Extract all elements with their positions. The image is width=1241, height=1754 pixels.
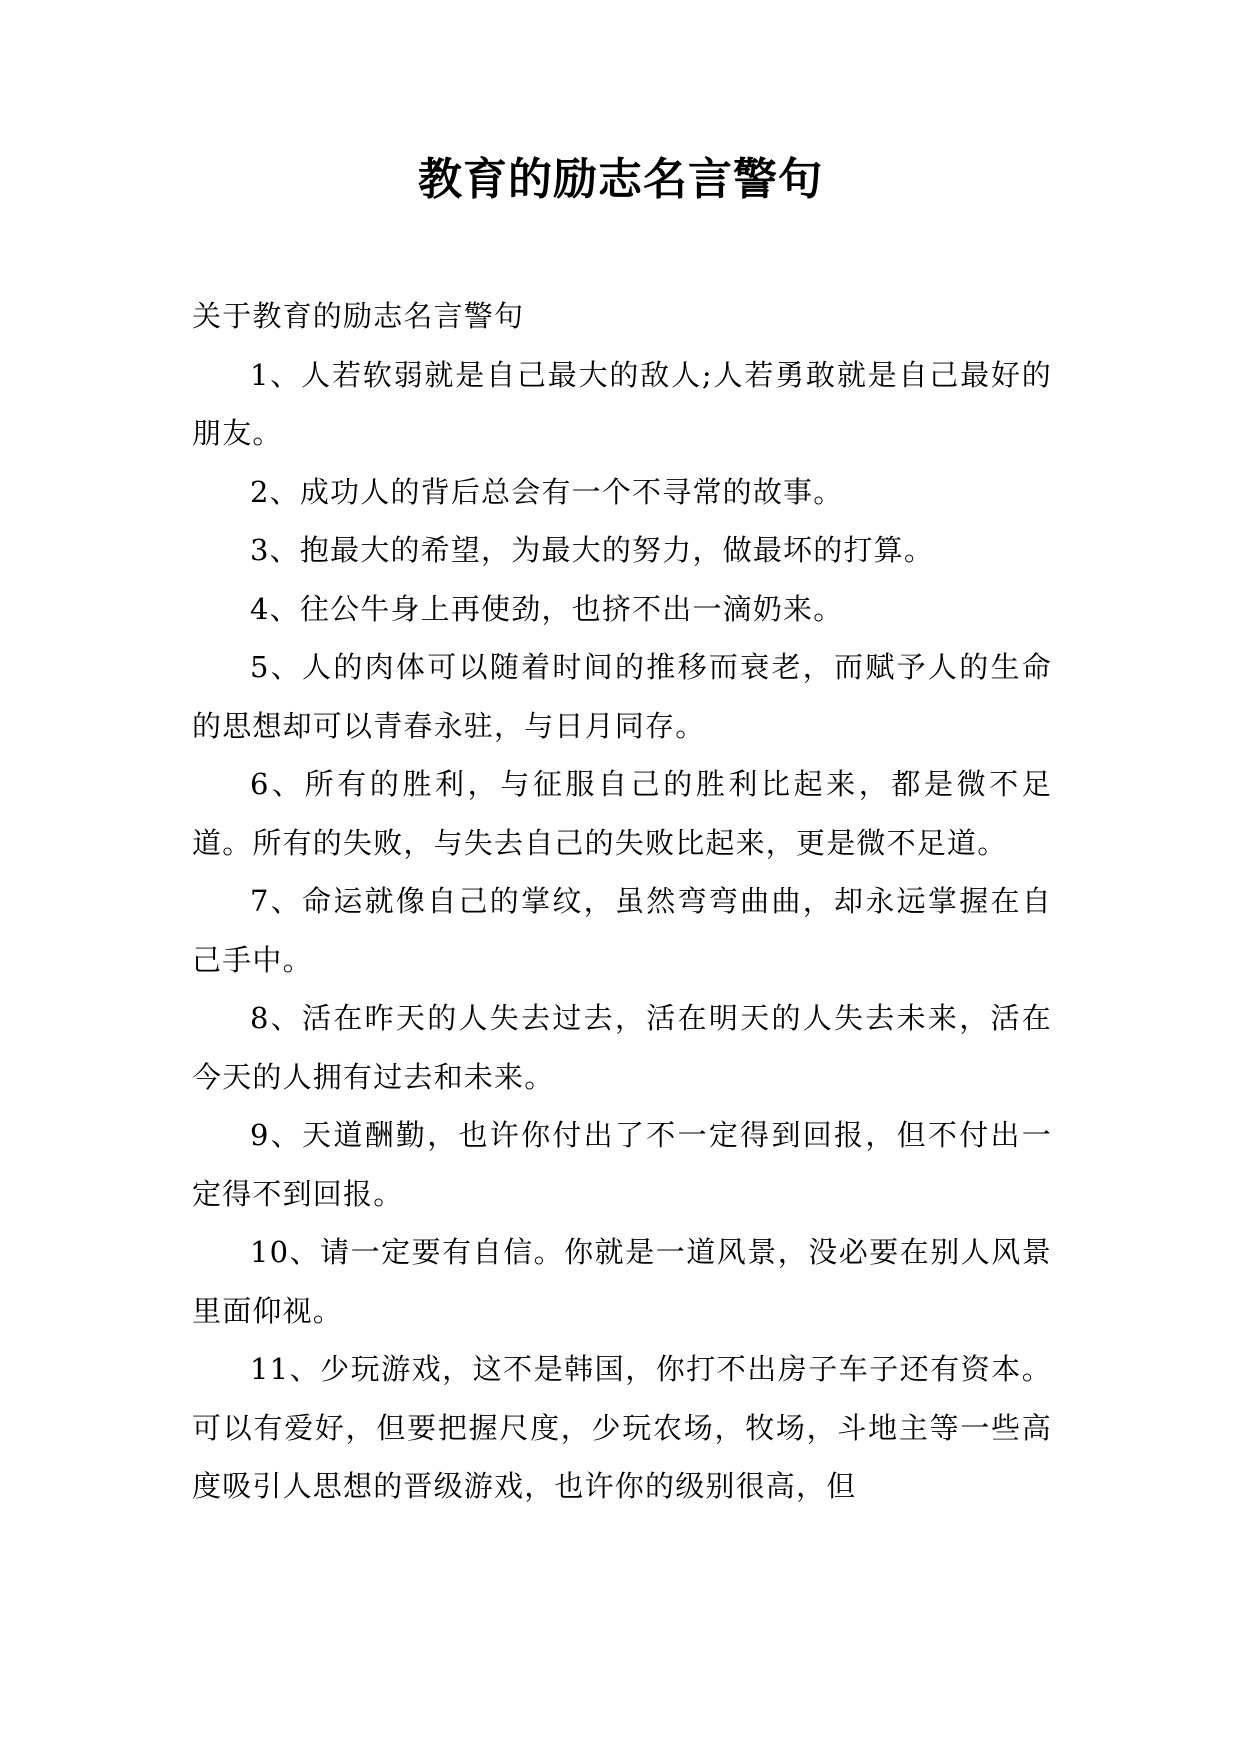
quote-paragraph: 11、少玩游戏，这不是韩国，你打不出房子车子还有资本。可以有爱好，但要把握尺度，少玩农场，牧场，斗地主等一些高度吸引人思想的晋级游戏，也许你的级别很高，但 [192,1352,1052,1503]
quote-paragraph: 9、天道酬勤，也许你付出了不一定得到回报，但不付出一定得不到回报。 [192,1118,1052,1211]
intro-paragraph: 关于教育的励志名言警句 [192,299,525,333]
quote-paragraph: 2、成功人的背后总会有一个不寻常的故事。 [250,474,844,509]
quote-paragraph: 10、请一定要有自信。你就是一道风景，没必要在别人风景里面仰视。 [192,1235,1052,1328]
quote-paragraph: 4、往公牛身上再使劲，也挤不出一滴奶来。 [250,591,844,626]
quote-paragraph: 6、所有的胜利，与征服自己的胜利比起来，都是微不足道。所有的失败，与失去自己的失败比起来，更是微不足道。 [192,767,1052,860]
quote-paragraph: 5、人的肉体可以随着时间的推移而衰老，而赋予人的生命的思想却可以青春永驻，与日月同存。 [192,650,1052,743]
quote-paragraph: 7、命运就像自己的掌纹，虽然弯弯曲曲，却永远掌握在自己手中。 [192,884,1052,977]
quote-paragraph: 1、人若软弱就是自己最大的敌人;人若勇敢就是自己最好的朋友。 [192,357,1052,450]
document-body [192,287,1052,1516]
document-title: 教育的励志名言警句 [418,154,823,205]
quote-paragraph: 8、活在昨天的人失去过去，活在明天的人失去未来，活在今天的人拥有过去和未来。 [192,1001,1052,1094]
quote-paragraph: 3、抱最大的希望，为最大的努力，做最坏的打算。 [250,533,935,567]
